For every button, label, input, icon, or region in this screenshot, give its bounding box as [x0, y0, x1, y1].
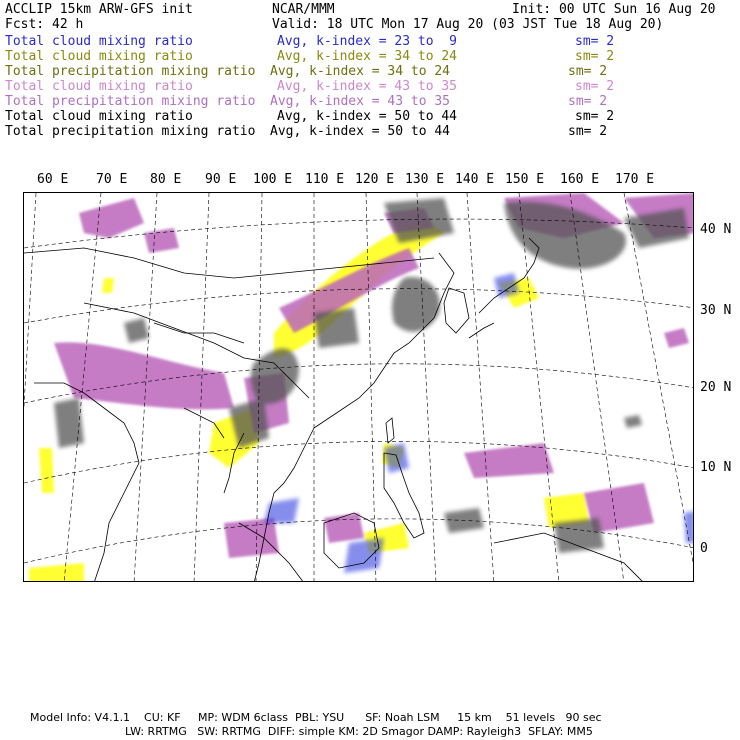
fcst-label: Fcst:	[5, 17, 45, 32]
legend-field: Total cloud mixing ratio	[5, 79, 193, 94]
lon-label: 70 E	[96, 172, 128, 187]
fcst-value: 42 h	[52, 17, 84, 32]
lon-label: 80 E	[150, 172, 182, 187]
legend-avg: Avg, k-index = 43 to 35	[277, 79, 458, 94]
lon-label: 60 E	[37, 172, 69, 187]
legend-sm: sm= 2	[568, 94, 608, 109]
legend-field: Total cloud mixing ratio	[5, 109, 193, 124]
legend-field: Total cloud mixing ratio	[5, 49, 193, 64]
legend-field: Total precipitation mixing ratio	[5, 94, 256, 109]
legend-sm: sm= 2	[568, 64, 608, 79]
lon-label: 90 E	[205, 172, 237, 187]
lon-label: 110 E	[305, 172, 345, 187]
lat-label: 20 N	[700, 380, 732, 395]
map-canvas	[24, 193, 694, 582]
lon-label: 130 E	[405, 172, 445, 187]
lat-label: 30 N	[700, 303, 732, 318]
lon-label: 100 E	[253, 172, 293, 187]
model-title: ACCLIP 15km ARW-GFS init	[5, 2, 193, 17]
footer-model-info: Model Info: V4.1.1 CU: KF MP: WDM 6class PBL: YSU SF: Noah LSM 15 km 51 levels 90 sec	[30, 711, 602, 724]
lon-label: 120 E	[355, 172, 395, 187]
legend-sm: sm= 2	[568, 124, 608, 139]
lon-label: 140 E	[455, 172, 495, 187]
legend-sm: sm= 2	[575, 49, 615, 64]
legend-avg: Avg, k-index = 43 to 35	[270, 94, 451, 109]
lon-label: 150 E	[505, 172, 545, 187]
valid-time: Valid: 18 UTC Mon 17 Aug 20 (03 JST Tue 18 Aug 20)	[272, 17, 664, 32]
legend-avg: Avg, k-index = 50 to 44	[270, 124, 451, 139]
lon-label: 170 E	[615, 172, 655, 187]
legend-sm: sm= 2	[575, 109, 615, 124]
legend-avg: Avg, k-index = 34 to 24	[270, 64, 451, 79]
legend-sm: sm= 2	[575, 34, 615, 49]
lon-label: 160 E	[560, 172, 600, 187]
legend-avg: Avg, k-index = 34 to 24	[277, 49, 458, 64]
lat-label: 40 N	[700, 222, 732, 237]
lat-label: 0	[700, 541, 708, 556]
legend-avg: Avg, k-index = 23 to 9	[277, 34, 458, 49]
lat-label: 10 N	[700, 460, 732, 475]
legend-field: Total precipitation mixing ratio	[5, 124, 256, 139]
legend-field: Total precipitation mixing ratio	[5, 64, 256, 79]
legend-sm: sm= 2	[575, 79, 615, 94]
org-label: NCAR/MMM	[272, 2, 335, 17]
legend-avg: Avg, k-index = 50 to 44	[277, 109, 458, 124]
map-panel	[23, 192, 694, 582]
footer-physics-info: LW: RRTMG SW: RRTMG DIFF: simple KM: 2D Smagor DAMP: Rayleigh3 SFLAY: MM5	[125, 725, 593, 738]
init-time: Init: 00 UTC Sun 16 Aug 20	[512, 2, 716, 17]
legend-field: Total cloud mixing ratio	[5, 34, 193, 49]
